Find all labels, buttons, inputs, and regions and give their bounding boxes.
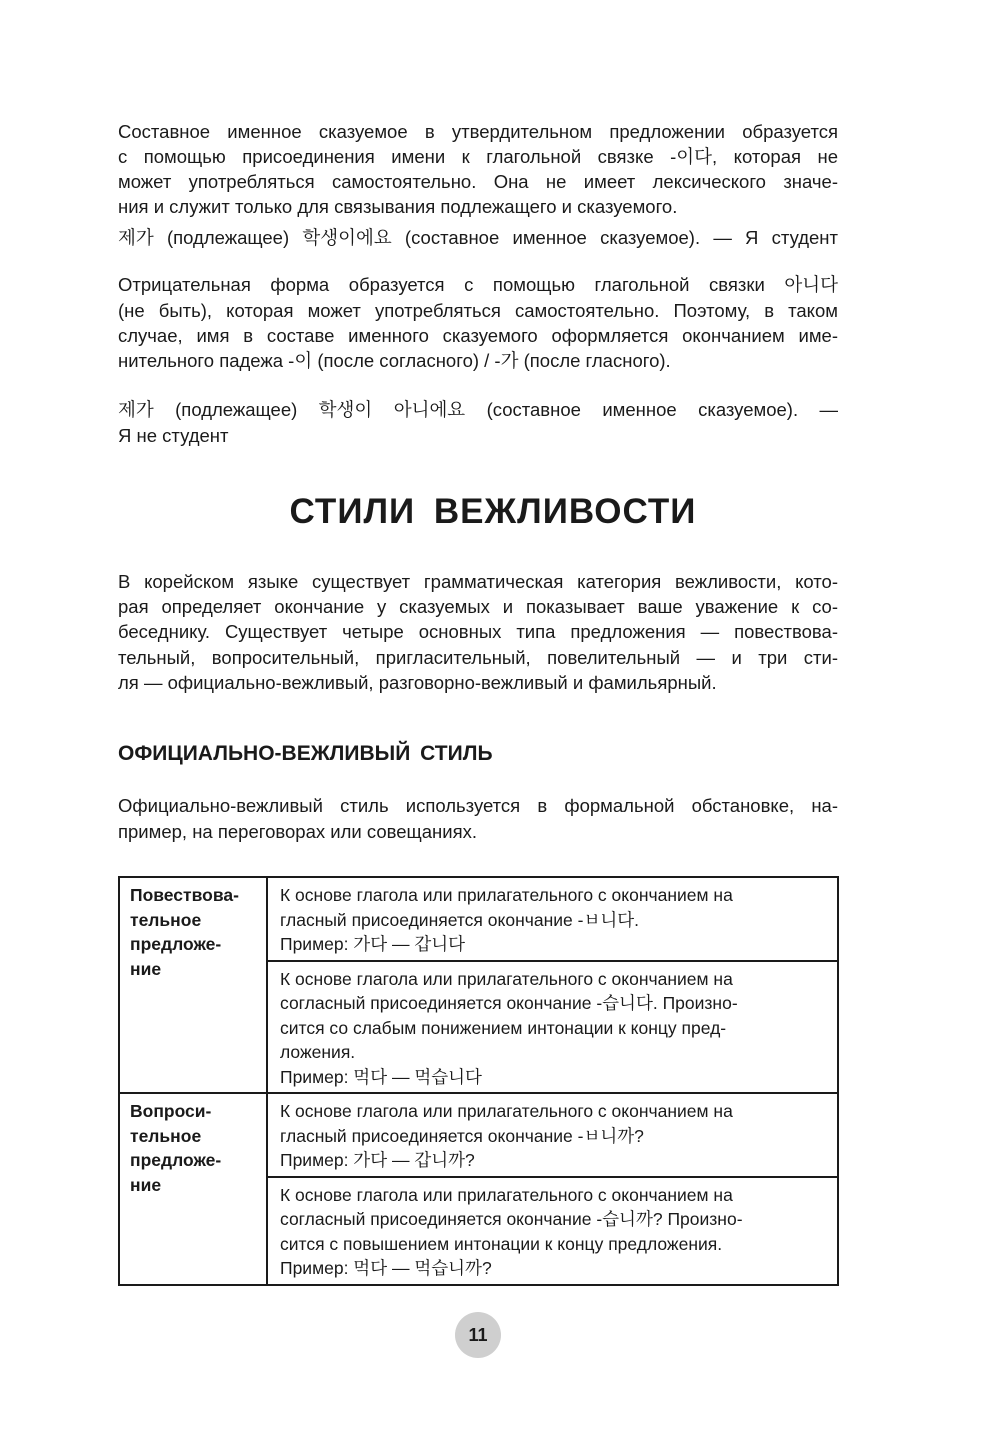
paragraph-line: пример, на переговорах или совещаниях. xyxy=(118,821,477,842)
cell-line: гласный присоединяется окончание -ㅂ니까? xyxy=(280,1125,644,1146)
row-header xyxy=(119,877,267,1093)
paragraph-line: ния и служит только для связывания подлежащего и сказуемого. xyxy=(118,196,678,217)
header-line: предложе- xyxy=(130,1150,222,1170)
section-heading: СТИЛИ ВЕЖЛИВОСТИ xyxy=(289,492,697,531)
header-line: тельное xyxy=(130,1125,202,1146)
paragraph-line: беседнику. Существует четыре основных типа предложения — повествова- xyxy=(118,621,838,642)
example-line: 제가 (подлежащее) 학생이 아니에요 (составное именное сказуемое). — xyxy=(118,399,838,420)
header-line: ние xyxy=(130,1174,162,1195)
cell-line: сится со слабым понижением интонации к концу пред- xyxy=(280,1017,727,1038)
paragraph-line: Отрицательная форма образуется с помощью глагольной связки 아니다 xyxy=(118,274,838,295)
header-line: Вопроси- xyxy=(130,1101,212,1121)
cell-line: сится с повышением интонации к концу предложения. xyxy=(280,1233,723,1254)
example-line: Я не студент xyxy=(118,425,229,446)
cell-line: Пример: 가다 — 갑니까? xyxy=(280,1150,475,1170)
cell-line: согласный присоединяется окончание -습니다. Произно- xyxy=(280,993,738,1013)
paragraph-line: случае, имя в составе именного сказуемого оформляется окончанием име- xyxy=(118,325,838,346)
paragraph-line: (не быть), которая может употребляться самостоятельно. Поэтому, в таком xyxy=(118,300,838,321)
table-cell xyxy=(267,1093,838,1177)
table-row xyxy=(119,877,838,961)
cell-line: К основе глагола или прилагательного с окончанием на xyxy=(280,968,733,989)
example-line: 제가 (подлежащее) 학생이에요 (составное именное сказуемое). — Я студент xyxy=(118,227,838,248)
cell-line: Пример: 먹다 — 먹습니까? xyxy=(280,1258,492,1278)
cell-line: К основе глагола или прилагательного с окончанием на xyxy=(280,885,733,905)
subsection-heading: ОФИЦИАЛЬНО-ВЕЖЛИВЫЙ СТИЛЬ xyxy=(118,742,493,765)
table-cell xyxy=(267,1177,838,1285)
cell-line: ложения. xyxy=(280,1042,356,1062)
paragraph-line: нительного падежа -이 (после согласного) / -가 (после гласного). xyxy=(118,350,671,371)
cell-line: Пример: 먹다 — 먹습니다 xyxy=(280,1066,482,1087)
row-header xyxy=(119,1093,267,1285)
cell-line: гласный присоединяется окончание -ㅂ니다. xyxy=(280,909,640,930)
paragraph-line: может употребляться самостоятельно. Она не имеет лексического значе- xyxy=(118,171,838,192)
table-row xyxy=(119,1093,838,1177)
paragraph-line: рая определяет окончание у сказуемых и показывает ваше уважение к со- xyxy=(118,596,838,617)
header-line: ние xyxy=(130,958,162,979)
paragraph-line: ля — официально-вежливый, разговорно-вежливый и фамильярный. xyxy=(118,672,717,693)
paragraph-line: с помощью присоединения имени к глагольной связке -이다, которая не xyxy=(118,146,838,167)
paragraph-line: Официально-вежливый стиль используется в формальной обстановке, на- xyxy=(118,795,838,816)
politeness-table xyxy=(118,876,839,1286)
header-line: Повествова- xyxy=(130,885,239,905)
table-cell xyxy=(267,877,838,961)
header-line: тельное xyxy=(130,909,202,930)
header-line: предложе- xyxy=(130,934,222,954)
paragraph-line: Составное именное сказуемое в утвердительном предложении образуется xyxy=(118,121,838,142)
paragraph-line: тельный, вопросительный, пригласительный, повелительный — и три сти- xyxy=(118,647,838,668)
cell-line: К основе глагола или прилагательного с окончанием на xyxy=(280,1184,733,1205)
cell-line: К основе глагола или прилагательного с окончанием на xyxy=(280,1101,733,1121)
table-cell xyxy=(267,961,838,1094)
cell-line: согласный присоединяется окончание -습니까? Произно- xyxy=(280,1209,743,1229)
page-number: 11 xyxy=(455,1312,501,1358)
cell-line: Пример: 가다 — 갑니다 xyxy=(280,934,466,954)
paragraph-line: В корейском языке существует грамматическая категория вежливости, кото- xyxy=(118,571,838,592)
